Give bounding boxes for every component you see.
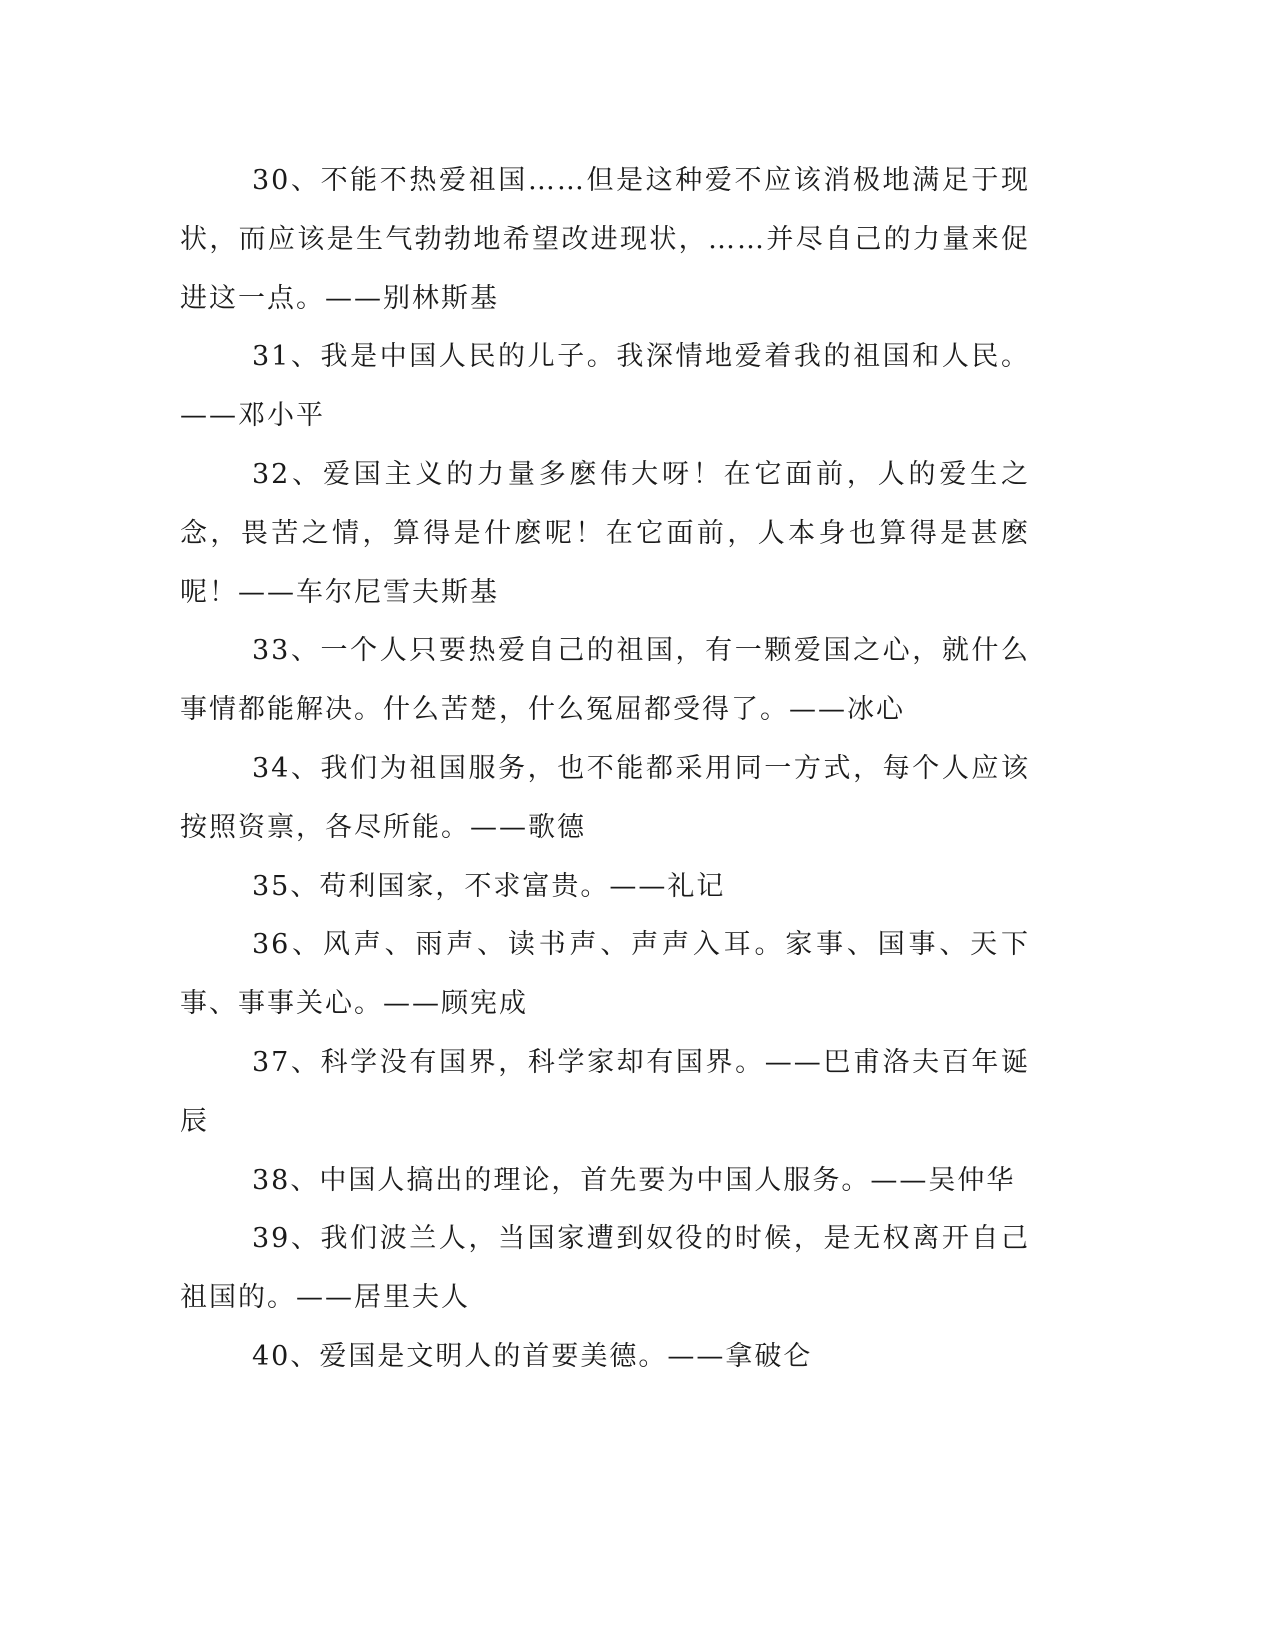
quote-item: 34、我们为祖国服务，也不能都采用同一方式，每个人应该按照资禀，各尽所能。——歌德 [180, 752, 1030, 843]
quote-item: 33、一个人只要热爱自己的祖国，有一颗爱国之心，就什么事情都能解决。什么苦楚，什么冤屈都受得了。——冰心 [180, 635, 1030, 726]
quote-item: 40、爱国是文明人的首要美德。——拿破仑 [252, 1340, 813, 1372]
quote-item: 32、爱国主义的力量多麽伟大呀！在它面前，人的爱生之念，畏苦之情，算得是什麽呢！在它面前，人本身也算得是甚麽呢！——车尔尼雪夫斯基 [180, 458, 1030, 608]
quote-item: 37、科学没有国界，科学家却有国界。——巴甫洛夫百年诞辰 [180, 1046, 1030, 1137]
quote-list [180, 152, 1030, 1387]
quote-item: 36、风声、雨声、读书声、声声入耳。家事、国事、天下事、事事关心。——顾宪成 [180, 929, 1030, 1020]
quote-item: 38、中国人搞出的理论，首先要为中国人服务。——吴仲华 [252, 1164, 1016, 1196]
quote-item: 31、我是中国人民的儿子。我深情地爱着我的祖国和人民。——邓小平 [180, 341, 1030, 432]
quote-item: 35、苟利国家，不求富贵。——礼记 [252, 870, 726, 902]
quote-item: 39、我们波兰人，当国家遭到奴役的时候，是无权离开自己祖国的。——居里夫人 [180, 1223, 1030, 1314]
quote-item: 30、不能不热爱祖国……但是这种爱不应该消极地满足于现状，而应该是生气勃勃地希望改进现状，……并尽自己的力量来促进这一点。——别林斯基 [180, 165, 1030, 314]
